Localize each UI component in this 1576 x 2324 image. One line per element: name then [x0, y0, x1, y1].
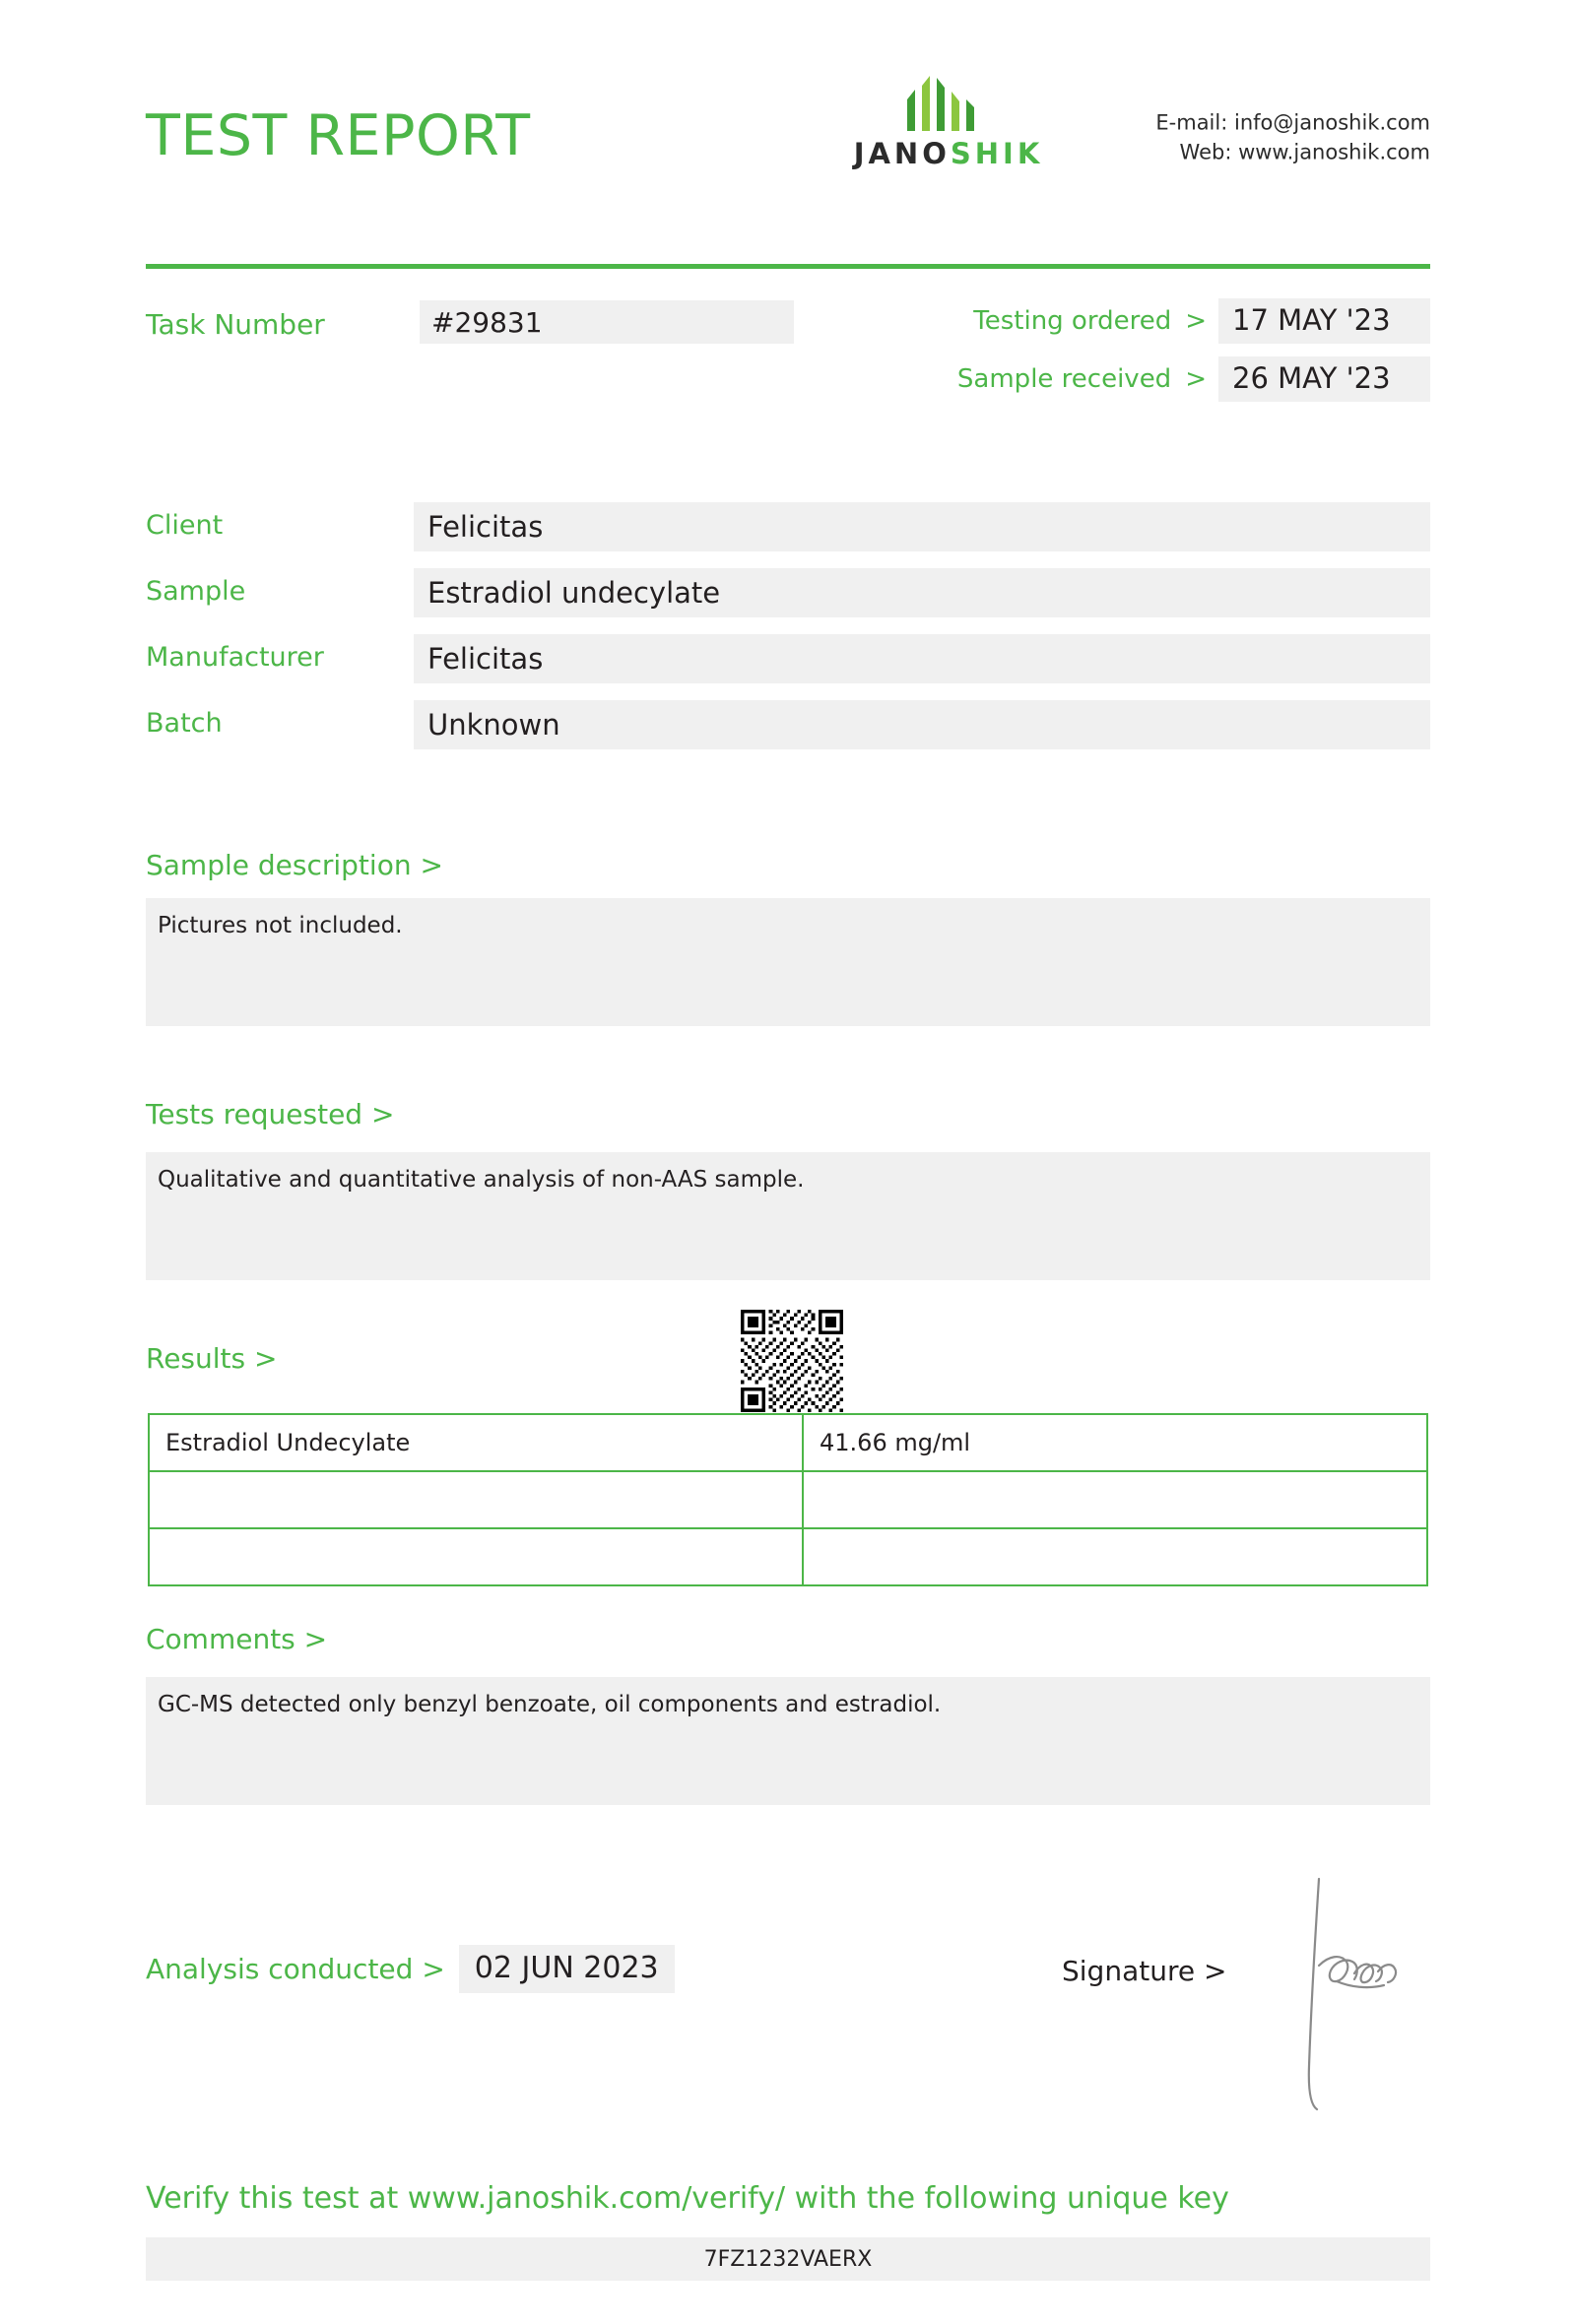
results-title: Results >: [146, 1342, 278, 1375]
testing-ordered-value: 17 MAY '23: [1218, 298, 1430, 344]
qr-code-icon: [741, 1310, 843, 1412]
sample-received-label: Sample received: [956, 364, 1172, 394]
table-row: [149, 1528, 1427, 1585]
info-row-manufacturer: [146, 634, 1430, 684]
task-number-label: Task Number: [146, 308, 325, 341]
result-name-2: [149, 1471, 803, 1528]
info-value-batch: Unknown: [414, 700, 1430, 749]
contact-web: Web: www.janoshik.com: [1179, 141, 1430, 164]
comments-title: Comments >: [146, 1623, 328, 1655]
testing-ordered-row: [869, 298, 1430, 344]
logo-mountain-icon: [889, 74, 1008, 135]
task-number-value: #29831: [420, 300, 794, 344]
header-divider: [146, 264, 1430, 269]
sample-description-text: Pictures not included.: [146, 898, 1430, 1026]
info-value-client: Felicitas: [414, 502, 1430, 551]
table-row: [149, 1414, 1427, 1471]
info-row-sample: [146, 568, 1430, 618]
page-title: TEST REPORT: [146, 103, 531, 168]
analysis-conducted-label: Analysis conducted >: [146, 1953, 445, 1985]
contact-info: [1155, 108, 1430, 168]
tests-requested-text: Qualitative and quantitative analysis of non-AAS sample.: [146, 1152, 1430, 1280]
logo-text-green: SHIK: [950, 137, 1044, 170]
signature-image: [1285, 1871, 1413, 2117]
result-name-3: [149, 1528, 803, 1585]
info-row-client: [146, 502, 1430, 552]
result-value-1: 41.66 mg/ml: [803, 1414, 1427, 1471]
info-value-sample: Estradiol undecylate: [414, 568, 1430, 617]
tests-requested-title: Tests requested >: [146, 1098, 395, 1130]
contact-email: E-mail: info@janoshik.com: [1155, 110, 1430, 135]
sample-received-row: [869, 356, 1430, 402]
signature-label: Signature >: [1062, 1955, 1227, 1987]
logo-wordmark: [835, 137, 1062, 170]
sample-received-arrow: >: [1185, 364, 1207, 394]
task-row: [146, 300, 1430, 428]
report-header: [146, 0, 1430, 197]
results-table: [148, 1413, 1428, 1586]
info-row-batch: [146, 700, 1430, 750]
info-label-client: Client: [146, 510, 224, 541]
table-row: [149, 1471, 1427, 1528]
sample-description-title: Sample description >: [146, 849, 443, 881]
info-label-manufacturer: Manufacturer: [146, 642, 324, 673]
analysis-conducted-row: [146, 1945, 675, 1993]
info-value-manufacturer: Felicitas: [414, 634, 1430, 683]
logo-text-dark: JANO: [853, 137, 951, 170]
result-value-3: [803, 1528, 1427, 1585]
testing-ordered-label: Testing ordered: [973, 306, 1172, 336]
sample-info-table: [146, 502, 1430, 766]
janoshik-logo: [835, 74, 1062, 170]
unique-key-value: 7FZ1232VAERX: [146, 2237, 1430, 2281]
result-name-1: Estradiol Undecylate: [149, 1414, 803, 1471]
comments-text: GC-MS detected only benzyl benzoate, oil components and estradiol.: [146, 1677, 1430, 1805]
info-label-batch: Batch: [146, 708, 223, 739]
testing-ordered-arrow: >: [1185, 306, 1207, 336]
sample-received-value: 26 MAY '23: [1218, 356, 1430, 402]
analysis-conducted-value: 02 JUN 2023: [459, 1945, 675, 1993]
dates-block: [869, 298, 1430, 415]
info-label-sample: Sample: [146, 576, 246, 607]
verify-text: Verify this test at www.janoshik.com/verify/ with the following unique key: [146, 2181, 1229, 2216]
result-value-2: [803, 1471, 1427, 1528]
